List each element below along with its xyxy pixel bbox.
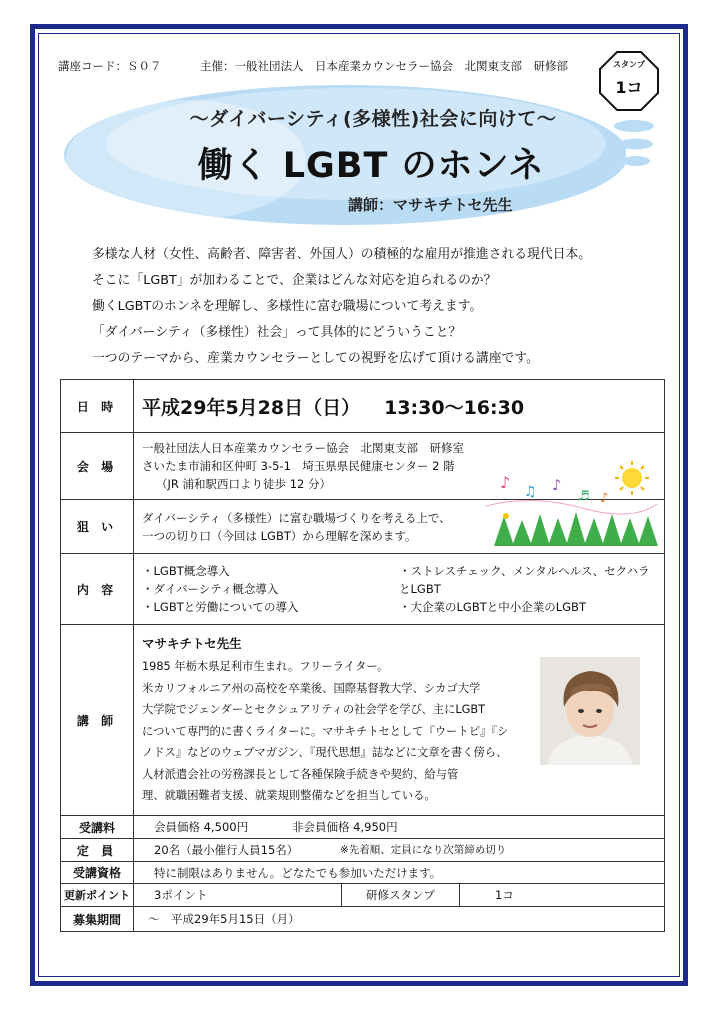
row-points [61,884,665,907]
music-trees-illustration [482,458,660,550]
bio-line: 人材派遣会社の労務課長として各種保険手続きや契約、給与管 [142,767,459,781]
member-fee: 会員価格 4,500円 [154,820,249,834]
intro-line: 一つのテーマから、産業カウンセラーとしての視野を広げて頂ける講座です。 [92,351,539,366]
banner-title: 働く LGBT のホンネ [197,146,545,186]
intro-line: 働くLGBTのホンネを理解し、多様性に富む職場について考えます。 [92,299,483,314]
content-item: ・LGBTと労働についての導入 [142,600,299,614]
instructor-bio [142,656,537,807]
row-period [61,907,665,932]
stamp-label: スタンプ [613,60,645,69]
label-capacity: 定 員 [61,839,134,862]
stamp-row-value: 1コ [495,888,514,902]
bio-line: 理、就職困難者支援、就業規則整備などを担当している。 [142,789,436,802]
venue-line: （JR 浦和駅西口より徒歩 12 分） [156,477,331,491]
bio-line: 1985 年栃木県足利市生まれ。フリーライター。 [142,660,389,673]
bio-line: 米カリフォルニア州の高校を卒業後、国際基督教大学、シカゴ大学 [142,681,481,695]
aim-line: ダイバーシティ（多様性）に富む職場づくりを考える上で、 [142,510,451,525]
capacity-cell [134,839,665,862]
fee-cell [134,816,665,839]
content-right-list [399,562,656,616]
svg-text:♬: ♬ [578,489,590,504]
intro-text [92,242,652,372]
content-item: ・ストレスチェック、メンタルヘルス、セクハラとLGBT [399,564,650,596]
content-cell [134,554,665,625]
instructor-name: マサキチトセ先生 [142,636,242,651]
content-left-list [142,562,399,616]
course-code: 講座コード：Ｓ０７ [58,59,162,73]
aim-line: 一つの切り口（今回は LGBT）から理解を深めます。 [142,528,417,543]
venue-line: 一般社団法人日本産業カウンセラー協会 北関東支部 研修室 [142,441,464,455]
banner-lecturer: 講師：マサキチトセ先生 [348,196,513,214]
instructor-photo [540,657,640,765]
row-fee [61,816,665,839]
label-datetime: 日 時 [61,380,134,433]
capacity-value: 20名（最小催行人員15名） [154,843,299,857]
points-value: 3ポイント [134,884,342,906]
intro-line: そこに「LGBT」が加わることで、企業はどんな対応を迫られるのか？ [92,273,497,288]
row-eligibility [61,862,665,884]
row-datetime [61,380,665,433]
stamp-row-label: 研修スタンプ [342,884,460,906]
intro-line: 「ダイバーシティ（多様性）社会」って具体的にどういうこと？ [92,325,462,340]
label-instructor: 講 師 [61,625,134,816]
label-eligibility: 受講資格 [61,862,134,884]
stamp-count: 1コ [615,78,643,97]
venue-line: さいたま市浦和区仲町 3-5-1 埼玉県県民健康センター 2 階 [142,459,455,473]
bio-line: 大学院でジェンダーとセクシュアリティの社会学を学び、主にLGBT [142,703,486,716]
row-capacity [61,839,665,862]
intro-line: 多様な人材（女性、高齢者、障害者、外国人）の積極的な雇用が推進される現代日本。 [92,247,592,262]
label-period: 募集期間 [61,907,134,932]
label-points: 更新ポイント [61,884,134,907]
capacity-note: ※先着順、定員になり次第締め切り [340,844,507,856]
event-time: 13:30～16:30 [384,396,525,419]
eligibility-value: 特に制限はありません。どなたでも参加いただけます。 [134,862,665,884]
period-value: ～ 平成29年5月15日（月） [134,907,665,932]
datetime-cell [134,380,665,433]
content-item: ・ダイバーシティ概念導入 [142,582,279,596]
label-fee: 受講料 [61,816,134,839]
content-item: ・LGBT概念導入 [142,564,230,578]
svg-text:♪: ♪ [500,473,511,492]
organizer: 主催：一般社団法人 日本産業カウンセラー協会 北関東支部 研修部 [200,59,568,73]
bio-line: ノドス』などのウェブマガジン、『現代思想』誌などに文章を書く傍ら、 [142,746,508,759]
content-item: ・大企業のLGBTと中小企業のLGBT [399,600,586,614]
bio-line: について専門的に書くライターに。マサキチトセとして『ウートピ』『シ [142,724,509,738]
svg-text:♪: ♪ [600,491,609,506]
banner-subtitle: ～ダイバーシティ(多様性)社会に向けて～ [189,108,557,130]
label-content: 内 容 [61,554,134,625]
row-content [61,554,665,625]
svg-text:♪: ♪ [552,476,562,494]
event-date: 平成29年5月28日（日） [142,396,361,419]
label-aim: 狙 い [61,500,134,554]
svg-text:♫: ♫ [524,484,537,500]
label-venue: 会 場 [61,433,134,500]
points-cell [134,884,665,907]
nonmember-fee: 非会員価格 4,950円 [292,820,398,834]
